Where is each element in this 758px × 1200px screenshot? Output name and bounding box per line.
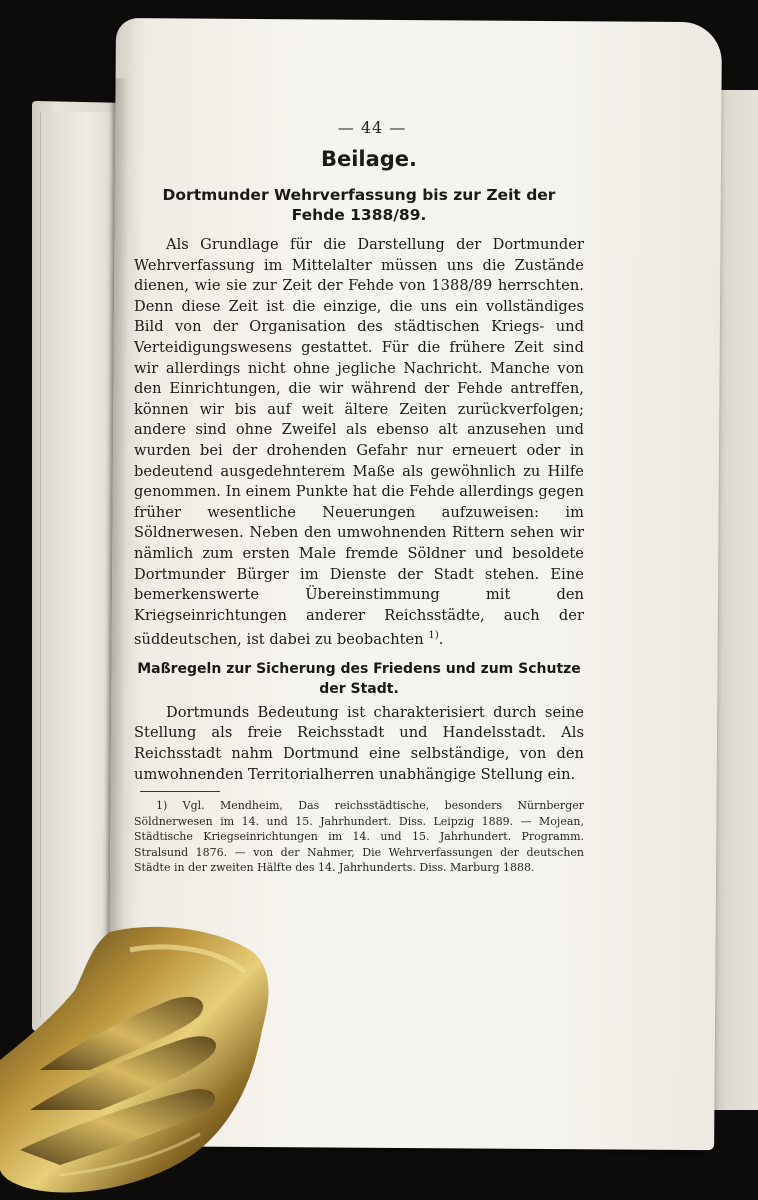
section-heading: Dortmunder Wehrverfassung bis zur Zeit der Fehde 1388/89. bbox=[162, 186, 556, 224]
subsection-heading: Maßregeln zur Sicherung des Friedens und zum Schutze der Stadt. bbox=[137, 660, 581, 697]
brass-hand-paperweight bbox=[0, 920, 300, 1200]
paragraph-2: Dortmunds Bedeutung ist charakterisiert durch seine Stellung als freie Reichsstadt und Handelsstadt. Als Reichsstadt nahm Dortmund eine selbständige, von den umwohnenden Territorialherren unabhängige Stellung ein. bbox=[134, 703, 584, 783]
page-number: — 44 — bbox=[337, 118, 407, 137]
page-text bbox=[134, 118, 584, 876]
main-heading: Beilage. bbox=[320, 147, 418, 171]
footnote-rule bbox=[140, 791, 220, 792]
footnote: 1) Vgl. Mendheim, Das reichsstädtische, besonders Nürnberger Söldnerwesen im 14. und 15. Jahrhundert. Diss. Leipzig 1889. — Mojean, Städtische Kriegseinrichtungen im 14. und 15. Jahrhundert. Programm. Stralsund 1876. — von der Nahmer, Die Wehrverfassungen der deutschen Städte in der zweiten Hälfte des 14. Jahrhunderts. Diss. Marburg 1888. bbox=[134, 799, 584, 875]
paragraph-1: Als Grundlage für die Darstellung der Dortmunder Wehrverfassung im Mittelalter müssen uns die Zustände dienen, wie sie zur Zeit der Fehde von 1388/89 herrschten. Denn diese Zeit ist die einzige, die uns ein vollständiges Bild von der Organisation des städtischen Kriegs- und Verteidigungswesens gestattet. Für die frühere Zeit sind wir allerdings nicht ohne jegliche Nachricht. Manche von den Einrichtungen, die wir während der Fehde antreffen, können wir bis auf weit ältere Zeiten zurückverfolgen; andere sind ohne Zweifel als ebenso alt anzusehen und wurden bei der drohenden Gefahr nur erneuert oder in bedeutend ausgedehnterem Maße als gewöhnlich zu Hilfe genommen. In einem Punkte hat die Fehde allerdings gegen früher wesentliche Neuerungen aufzuweisen: im Söldnerwesen. Neben den umwohnenden Rittern sehen wir nämlich zum ersten Male fremde Söldner und besoldete Dortmunder Bürger im Dienste der Stadt stehen. Eine bemerkenswerte Übereinstimmung mit den Kriegseinrichtungen anderer Reichsstädte, auch der süddeutschen, ist dabei zu beobachten $^{1)}$. bbox=[134, 236, 584, 649]
paragraph-1-text: Als Grundlage für die Darstellung der Dortmunder Wehrverfassung im Mittelalter müssen uns die Zustände dienen, wie sie zur Zeit der Fehde von 1388/89 herrschten. Denn diese Zeit ist die einzige, die uns ein vollständiges Bild von der Organisation des städtischen Kriegs- und Verteidigungswesens gestattet. Für die frühere Zeit sind wir allerdings nicht ohne jegliche Nachricht. Manche von den Einrichtungen, die wir während der Fehde antreffen, können wir bis auf weit ältere Zeiten zurückverfolgen; andere sind ohne Zweifel als ebenso alt anzusehen und wurden bei der drohenden Gefahr nur erneuert oder in bedeutend ausgedehnterem Maße als gewöhnlich zu Hilfe genommen. In einem Punkte hat die Fehde allerdings gegen früher wesentliche Neuerungen aufzuweisen: im Söldnerwesen. Neben den umwohnenden Rittern sehen wir nämlich zum ersten Male fremde Söldner und besoldete Dortmunder Bürger im Dienste der Stadt stehen. Eine bemerkenswerte Übereinstimmung mit den Kriegseinrichtungen anderer Reichsstädte, auch der süddeutschen, ist dabei zu beobachten bbox=[134, 236, 584, 649]
footnote-marker: 1) bbox=[428, 630, 439, 642]
